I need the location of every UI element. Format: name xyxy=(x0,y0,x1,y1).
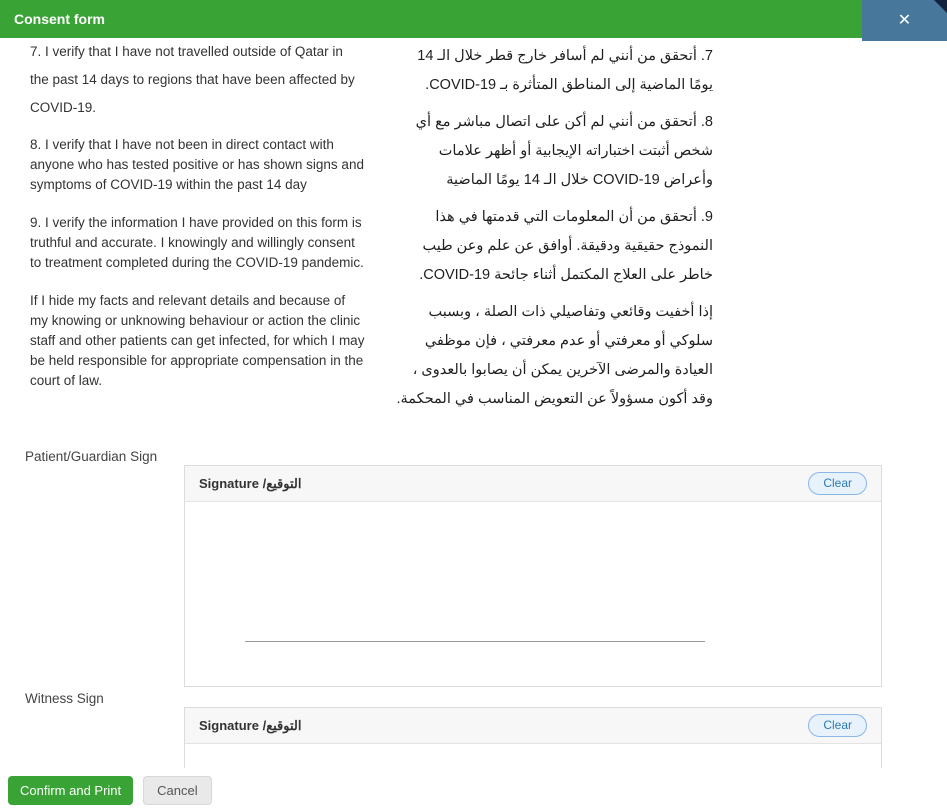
signature-header xyxy=(185,708,881,744)
consent-paragraph-8-ar: 8. أتحقق من أنني لم أكن على اتصال مباشر مع أي شخص أثبتت اختباراته الإيجابية أو أظهر علامات وأعراض COVID-19 خلال الـ 14 يومًا الماضية xyxy=(415,114,713,188)
signature-header xyxy=(185,466,881,502)
signature-line xyxy=(245,641,705,642)
consent-paragraph-7-ar: 7. أتحقق من أنني لم أسافر خارج قطر خلال الـ 14 يومًا الماضية إلى المناطق المتأثرة بـ COVID-19. xyxy=(417,48,713,93)
confirm-and-print-button[interactable]: Confirm and Print xyxy=(8,776,133,805)
close-icon: ✕ xyxy=(897,11,912,29)
consent-paragraph-liability-ar: إذا أخفيت وقائعي وتفاصيلي ذات الصلة ، وبسبب سلوكي أو معرفتي أو عدم معرفتي ، فإن موظفي العيادة والمرضى الآخرين يمكن أن يصابوا بالعدوى ، وقد أكون مسؤولاً عن التعويض المناسب في المحكمة. xyxy=(396,304,713,407)
patient-guardian-sign-label: Patient/Guardian Sign xyxy=(25,449,158,464)
clear-button[interactable]: Clear xyxy=(808,714,867,736)
consent-text-arabic xyxy=(395,38,713,422)
window-corner-decoration xyxy=(934,0,947,13)
witness-sign-label: Witness Sign xyxy=(25,691,104,706)
consent-paragraph-9-en: 9. I verify the information I have provided on this form is truthful and accurate. I knowingly and willingly consent to treatment completed during the COVID-19 pandemic. xyxy=(30,215,364,270)
cancel-button[interactable]: Cancel xyxy=(143,776,211,805)
consent-paragraph-liability-en: If I hide my facts and relevant details and because of my knowing or unknowing behaviour or action the clinic staff and other patients can get infected, for which I may be held responsible for appropriate compensation in the court of law. xyxy=(30,293,365,388)
patient-signature-canvas[interactable] xyxy=(185,502,881,686)
consent-paragraph-8-en: 8. I verify that I have not been in direct contact with anyone who has tested positive or has shown signs and symptoms of COVID-19 within the past 14 day xyxy=(30,137,364,192)
consent-paragraph-9-ar: 9. أتحقق من أن المعلومات التي قدمتها في هذا النموذج حقيقية ودقيقة. أوافق عن علم وعن طيب خاطر على العلاج المكتمل أثناء جائحة COVID-19. xyxy=(419,209,713,283)
consent-text-english xyxy=(30,38,365,422)
signature-title: Signature /التوقيع xyxy=(199,475,302,491)
signature-title: Signature /التوقيع xyxy=(199,717,302,733)
consent-paragraph-7-en: 7. I verify that I have not travelled outside of Qatar in the past 14 days to regions that have been affected by COVID-19. xyxy=(30,44,355,115)
page-title: Consent form xyxy=(14,11,105,27)
footer-action-bar xyxy=(0,768,947,812)
clear-button[interactable]: Clear xyxy=(808,472,867,494)
window-titlebar xyxy=(0,0,947,38)
patient-signature-panel xyxy=(184,465,882,687)
consent-text xyxy=(0,38,947,422)
